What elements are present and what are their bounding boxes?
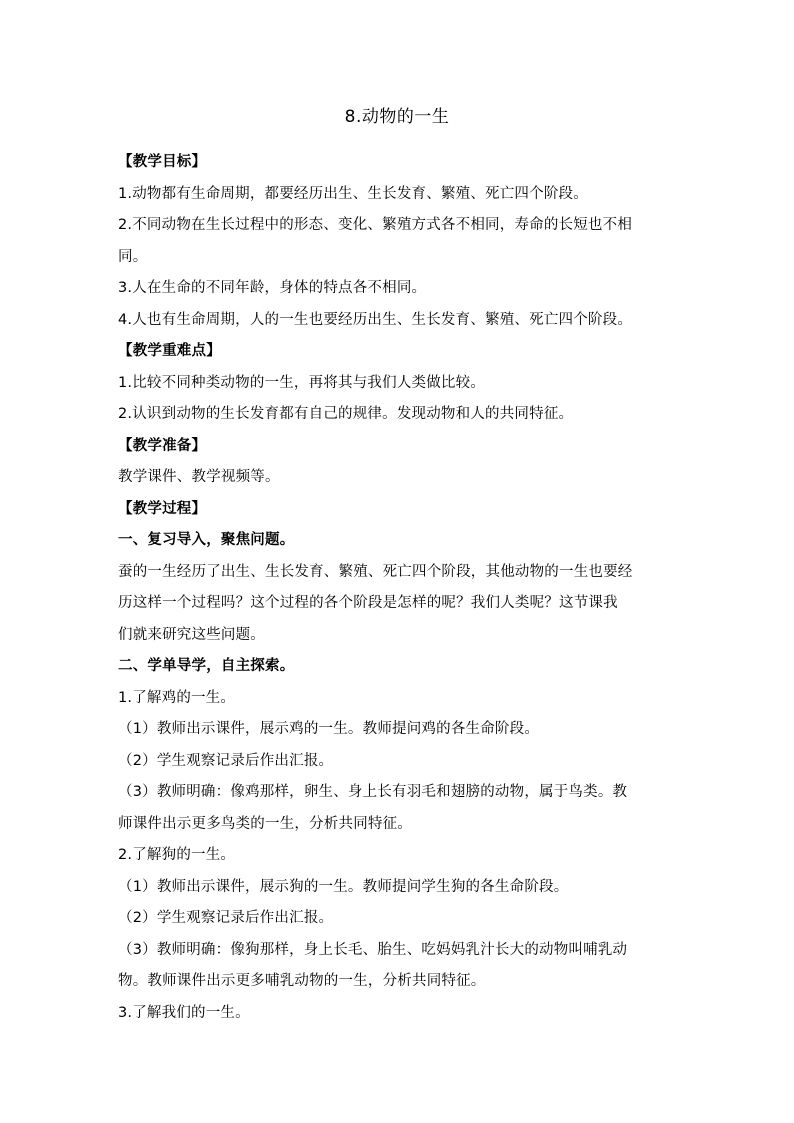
body-line: 1.比较不同种类动物的一生，再将其与我们人类做比较。 (118, 374, 486, 391)
body-line: 1.了解鸡的一生。 (118, 689, 236, 706)
section-heading: 【教学重难点】 (118, 343, 221, 359)
page-title: 8.动物的一生 (344, 107, 450, 127)
body-line: （3）教师明确：像狗那样，身上长毛、胎生、吃妈妈乳汁长大的动物叫哺乳动 (118, 941, 628, 958)
body-line: （1）教师出示课件，展示鸡的一生。教师提问鸡的各生命阶段。 (118, 721, 540, 737)
body-line: （2）学生观察记录后作出汇报。 (118, 910, 334, 926)
body-line: （2）学生观察记录后作出汇报。 (118, 752, 334, 769)
section-heading: 【教学过程】 (118, 500, 207, 517)
body-line: 4.人也有生命周期，人的一生也要经历出生、生长发育、繁殖、死亡四个阶段。 (118, 311, 633, 328)
body-line: （1）教师出示课件，展示狗的一生。教师提问学生狗的各生命阶段。 (118, 878, 569, 895)
body-line: 2.认识到动物的生长发育都有自己的规律。发现动物和人的共同特征。 (118, 406, 574, 422)
body-line: 2.了解狗的一生。 (118, 847, 236, 863)
body-line: 2.不同动物在生长过程中的形态、变化、繁殖方式各不相同，寿命的长短也不相 (118, 217, 633, 233)
body-line: 1.动物都有生命周期，都要经历出生、生长发育、繁殖、死亡四个阶段。 (118, 185, 588, 202)
document-body (118, 147, 678, 1029)
body-line: 3.人在生命的不同年龄，身体的特点各不相同。 (118, 280, 427, 296)
body-line: 们就来研究这些问题。 (118, 626, 265, 643)
body-line: 历这样一个过程吗？这个过程的各个阶段是怎样的呢？我们人类呢？这节课我 (118, 595, 618, 611)
section-heading: 二、学单导学，自主探索。 (118, 658, 295, 674)
section-heading: 一、复习导入，聚焦问题。 (118, 532, 295, 548)
body-line: 师课件出示更多鸟类的一生，分析共同特征。 (118, 815, 412, 832)
body-line: 3.了解我们的一生。 (118, 1004, 250, 1021)
body-line: 同。 (118, 248, 148, 265)
section-heading: 【教学准备】 (118, 437, 207, 454)
section-heading: 【教学目标】 (118, 154, 207, 170)
body-line: 教学课件、教学视频等。 (118, 469, 280, 485)
body-line: （3）教师明确：像鸡那样，卵生、身上长有羽毛和翅膀的动物，属于鸟类。教 (118, 784, 628, 800)
body-line: 物。教师课件出示更多哺乳动物的一生，分析共同特征。 (118, 973, 486, 989)
body-line: 蚕的一生经历了出生、生长发育、繁殖、死亡四个阶段，其他动物的一生也要经 (118, 563, 633, 580)
